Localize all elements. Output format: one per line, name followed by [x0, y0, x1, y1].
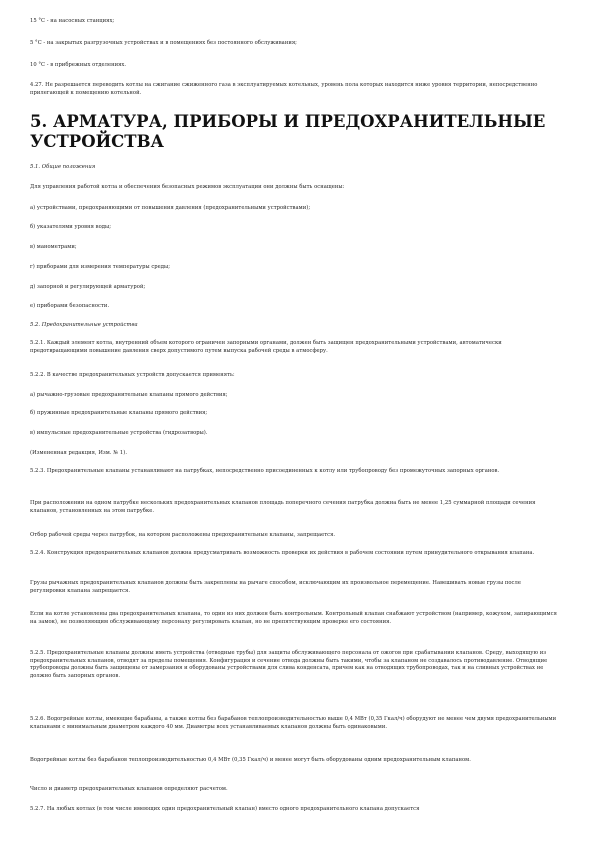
subheading-5-1: 5.1. Общие положения — [30, 164, 96, 170]
paragraph-no-media-intake: Отбор рабочей среды через патрубок, на котором расположены предохранительные клапаны, запрещается. — [30, 532, 336, 538]
paragraph-temp-closed-unloading: 5 °С - на закрытых разгрузочных устройствах и в помещениях без постоянного обслуживания; — [30, 40, 297, 46]
paragraph-5-2-3: 5.2.3. Предохранительные клапаны устанавливают на патрубках, непосредственно присоединенных к котлу или трубопроводу без промежуточных запорных органов. — [30, 468, 500, 474]
paragraph-multiple-valves: При расположении на одном патрубке нескольких предохранительных клапанов площадь поперечного сечения патрубка должна быть не менее 1,25 суммарной площади сечения клапанов, установленных на этом патрубке. — [30, 500, 536, 514]
paragraph-temp-coastal: 10 °С - в прибрежных отделениях. — [30, 62, 127, 68]
document-page — [30, 0, 558, 842]
list-item-e: е) приборами безопасности. — [30, 303, 110, 309]
paragraph-lever-weights: Грузы рычажных предохранительных клапанов должны быть закреплены на рычаге способом, исключающим их произвольное перемещение. Навешивать новые грузы после регулировки клапана запрещается. — [30, 580, 521, 594]
paragraph-valve-count: Число и диаметр предохранительных клапанов определяют расчетом. — [30, 786, 228, 792]
paragraph-5-2-1: 5.2.1. Каждый элемент котла, внутренний объем которого ограничен запорными органами, должен быть защищен предохранительными устройствами, автоматически предотвращающими повышение давления сверх допустимого путем выпуска рабочей среды в атмосферу. — [30, 340, 502, 354]
paragraph-single-valve: Водогрейные котлы без барабанов теплопроизводительностью 0,4 МВт (0,35 Гкал/ч) и менее могут быть оборудованы одним предохранительным клапаном. — [30, 757, 471, 763]
paragraph-5-2-5: 5.2.5. Предохранительные клапаны должны иметь устройства (отводные трубы) для защиты обслуживающего персонала от ожогов при срабатывании клапанов. Среду, выходящую из предохранительных клапанов, отводят за пределы помещения. Конфигурация и сечение отвода должны быть такими, чтобы за клапаном не создавалось противодавление. Отводящие трубопроводы должны быть защищены от замерзания и оборудованы устройствами для слива конденсата, причем как на отводящих трубопроводах, так и на сливных устройствах не должно быть запорных органов. — [30, 650, 548, 679]
section-heading: 5. АРМАТУРА, ПРИБОРЫ И ПРЕДОХРАНИТЕЛЬНЫЕ УСТРОЙСТВА — [30, 112, 546, 151]
paragraph-temp-pump-stations: 15 °С - на насосных станциях; — [30, 18, 115, 24]
list-item-g: г) приборами для измерения температуры среды; — [30, 264, 171, 270]
paragraph-5-2-6: 5.2.6. Водогрейные котлы, имеющие барабаны, а также котлы без барабанов теплопроизводительностью выше 0,4 МВт (0,35 Гкал/ч) оборудуют не менее чем двумя предохранительными клапанами с минимальным диаметром каждого 40 мм. Диаметры всех устанавливаемых клапанов должны быть одинаковыми. — [30, 716, 557, 730]
subheading-5-2: 5.2. Предохранительные устройства — [30, 322, 138, 328]
list-item-lever-valves: а) рычажно-грузовые предохранительные клапаны прямого действия; — [30, 392, 228, 398]
paragraph-5-2-7: 5.2.7. На любых котлах (в том числе имеющих один предохранительный клапан) вместо одного предохранительного клапана допускается — [30, 806, 420, 812]
list-item-b: б) указателями уровня воды; — [30, 224, 112, 230]
list-item-v: в) манометрами; — [30, 244, 77, 250]
list-item-spring-valves: б) пружинные предохранительные клапаны прямого действия; — [30, 410, 208, 416]
list-item-a: а) устройствами, предохраняющими от повышения давления (предохранительными устройствами); — [30, 205, 311, 211]
list-item-d: д) запорной и регулирующей арматурой; — [30, 284, 146, 290]
list-item-impulse-devices: в) импульсные предохранительные устройства (гидрозатворы). — [30, 430, 208, 436]
paragraph-4-27: 4.27. Не разрешается переводить котлы на сжигание сжиженного газа в эксплуатируемых котельных, уровень пола которых находится ниже уровня территории, непосредственно прилегающей к помещению котельной. — [30, 82, 538, 96]
paragraph-5-2-2: 5.2.2. В качестве предохранительных устройств допускается применять: — [30, 372, 235, 378]
paragraph-control-valve: Если на котле установлены два предохранительных клапана, то один из них должен быть контрольным. Контрольный клапан снабжают устройством (например, кожухом, запирающимся на замок), не позволяющим обслуживающему персоналу регулировать клапан, но не препятствующим проверке его состояния. — [30, 611, 557, 625]
paragraph-equipment-intro: Для управления работой котла и обеспечения безопасных режимов эксплуатации они должны быть оснащены: — [30, 184, 345, 190]
amendment-note: (Измененная редакция, Изм. № 1). — [30, 450, 128, 456]
paragraph-5-2-4: 5.2.4. Конструкция предохранительных клапанов должна предусматривать возможность проверки их действия в рабочем состоянии путем принудительного открывания клапана. — [30, 550, 535, 556]
